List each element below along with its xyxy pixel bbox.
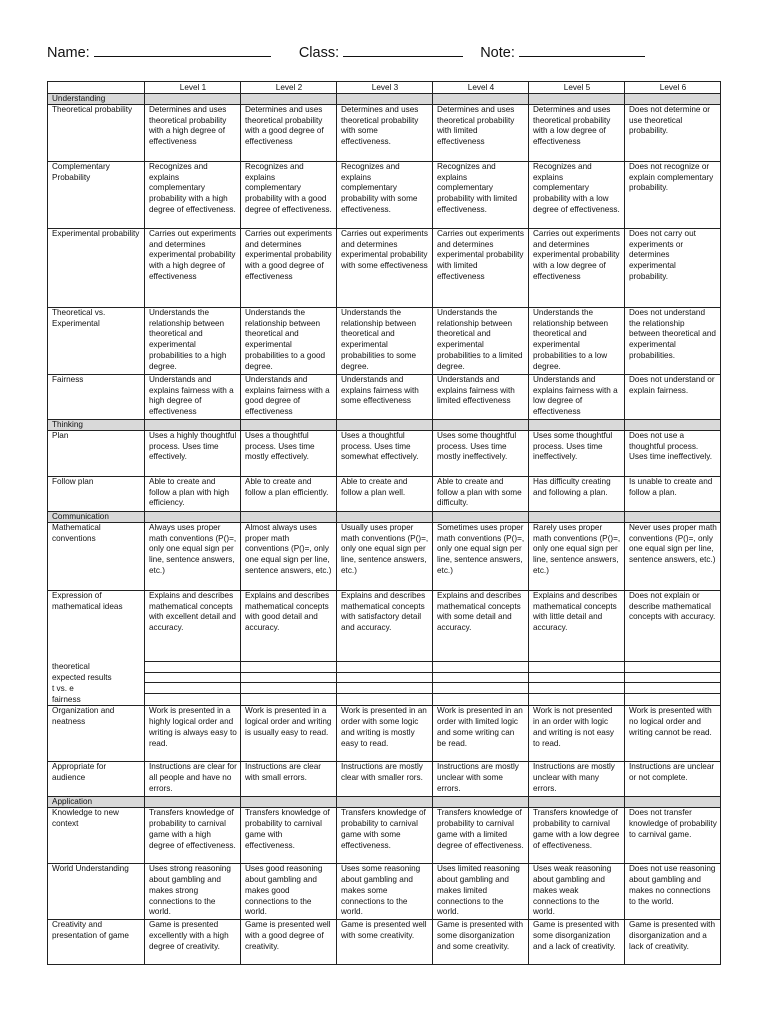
descriptor-cell: Able to create and follow a plan with high efficiency.: [145, 477, 241, 512]
descriptor-cell: Always uses proper math conventions (P()=, only one equal sign per line, sentence answers, etc.): [145, 523, 241, 591]
level-header: Level 5: [529, 82, 625, 94]
descriptor-cell: Uses some thoughtful process. Uses time mostly ineffectively.: [433, 431, 529, 477]
descriptor-cell: Almost always uses proper math conventions (P()=, only one equal sign per line, sentence answers, etc.): [241, 523, 337, 591]
descriptor-cell: Recognizes and explains complementary probability with a good degree of effectiveness.: [241, 162, 337, 229]
criterion-label: Mathematical conventions: [48, 523, 145, 591]
table-row: [48, 431, 721, 477]
table-row: [48, 920, 721, 965]
criterion-label: Complementary Probability: [48, 162, 145, 229]
criterion-label: [48, 591, 145, 706]
descriptor-cell: Game is presented excellently with a high degree of creativity.: [145, 920, 241, 965]
descriptor-cell: Does not use reasoning about gambling and makes no connections to the world.: [625, 864, 721, 920]
level-header: Level 4: [433, 82, 529, 94]
descriptor-cell: Work is presented in an order with some logic and writing is mostly easy to read.: [337, 706, 433, 762]
descriptor-cell: Instructions are mostly clear with smaller rors.: [337, 762, 433, 797]
descriptor-cell: Uses some thoughtful process. Uses time ineffectively.: [529, 431, 625, 477]
table-row: [48, 375, 721, 420]
table-row: [48, 105, 721, 162]
criterion-label: Appropriate for audience: [48, 762, 145, 797]
section-row-application: [48, 797, 721, 808]
descriptor-cell: Never uses proper math conventions (P()=, only one equal sign per line, sentence answers, etc.): [625, 523, 721, 591]
section-row-understanding: [48, 94, 721, 105]
descriptor-cell: Does not carry out experiments or determines experimental probability.: [625, 229, 721, 308]
table-row: [48, 308, 721, 375]
descriptor-cell: Understands the relationship between theoretical and experimental probabilities to a limited degree.: [433, 308, 529, 375]
descriptor-cell: Determines and uses theoretical probability with limited effectiveness: [433, 105, 529, 162]
descriptor-cell: Recognizes and explains complementary probability with some effectiveness.: [337, 162, 433, 229]
table-row: [48, 864, 721, 920]
descriptor-cell: Explains and describes mathematical concepts with some detail and accuracy.: [433, 591, 529, 662]
descriptor-cell: Understands the relationship between theoretical and experimental probabilities to a low degree.: [529, 308, 625, 375]
descriptor-cell: Carries out experiments and determines experimental probability with limited effectiveness: [433, 229, 529, 308]
descriptor-cell: Work is presented in an order with limited logic and some writing can be read.: [433, 706, 529, 762]
descriptor-cell: Rarely uses proper math conventions (P()=, only one equal sign per line, sentence answers, etc.): [529, 523, 625, 591]
descriptor-cell: Game is presented with some disorganization and a lack of creativity.: [529, 920, 625, 965]
descriptor-cell: Work is presented in a logical order and writing is usually easy to read.: [241, 706, 337, 762]
blank-row-label: expected results: [52, 672, 112, 682]
descriptor-cell: Able to create and follow a plan with some difficulty.: [433, 477, 529, 512]
criterion-label: Theoretical vs. Experimental: [48, 308, 145, 375]
criterion-label: Theoretical probability: [48, 105, 145, 162]
descriptor-cell: Understands and explains fairness with a high degree of effectiveness: [145, 375, 241, 420]
blank-row: [48, 661, 721, 672]
descriptor-cell: Carries out experiments and determines experimental probability with some effectiveness: [337, 229, 433, 308]
descriptor-cell: Does not understand the relationship between theoretical and experimental probabilities.: [625, 308, 721, 375]
criterion-label: Expression of mathematical ideas: [52, 591, 123, 611]
descriptor-cell: Transfers knowledge of probability to carnival game with a limited degree of effectiveness.: [433, 808, 529, 864]
descriptor-cell: Has difficulty creating and following a plan.: [529, 477, 625, 512]
descriptor-cell: Does not determine or use theoretical probability.: [625, 105, 721, 162]
criterion-label: Experimental probability: [48, 229, 145, 308]
section-label: Application: [48, 797, 145, 808]
criterion-label: Knowledge to new context: [48, 808, 145, 864]
blank-row: [48, 683, 721, 694]
descriptor-cell: Game is presented with some disorganization and some creativity.: [433, 920, 529, 965]
descriptor-cell: Uses a highly thoughtful process. Uses time effectively.: [145, 431, 241, 477]
descriptor-cell: Recognizes and explains complementary probability with limited effectiveness.: [433, 162, 529, 229]
descriptor-cell: Sometimes uses proper math conventions (P()=, only one equal sign per line, sentence answers, etc.): [433, 523, 529, 591]
descriptor-cell: Transfers knowledge of probability to carnival game with some effectiveness.: [337, 808, 433, 864]
table-row: [48, 523, 721, 591]
note-field[interactable]: [519, 42, 645, 57]
descriptor-cell: Does not understand or explain fairness.: [625, 375, 721, 420]
blank-row: [48, 672, 721, 683]
descriptor-cell: Understands and explains fairness with some effectiveness: [337, 375, 433, 420]
note-label: Note:: [480, 45, 515, 61]
section-label: Thinking: [48, 420, 145, 431]
table-row: [48, 162, 721, 229]
descriptor-cell: Explains and describes mathematical concepts with excellent detail and accuracy.: [145, 591, 241, 662]
criterion-label: Organization and neatness: [48, 706, 145, 762]
section-label: Communication: [48, 512, 145, 523]
descriptor-cell: Uses good reasoning about gambling and makes good connections to the world.: [241, 864, 337, 920]
descriptor-cell: Determines and uses theoretical probability with a low degree of effectiveness: [529, 105, 625, 162]
name-field[interactable]: [94, 42, 271, 57]
name-label: Name:: [47, 45, 90, 61]
descriptor-cell: Determines and uses theoretical probability with a good degree of effectiveness: [241, 105, 337, 162]
descriptor-cell: Transfers knowledge of probability to carnival game with a high degree of effectiveness.: [145, 808, 241, 864]
blank-row-label: fairness: [52, 694, 81, 704]
section-label: Understanding: [48, 94, 145, 105]
descriptor-cell: Does not use a thoughtful process. Uses time ineffectively.: [625, 431, 721, 477]
descriptor-cell: Recognizes and explains complementary probability with a low degree of effectiveness.: [529, 162, 625, 229]
rubric-table: [47, 81, 721, 965]
descriptor-cell: Understands and explains fairness with a low degree of effectiveness: [529, 375, 625, 420]
table-row: [48, 808, 721, 864]
descriptor-cell: Explains and describes mathematical concepts with little detail and accuracy.: [529, 591, 625, 662]
descriptor-cell: Transfers knowledge of probability to carnival game with a low degree of effectiveness.: [529, 808, 625, 864]
section-row-thinking: [48, 420, 721, 431]
descriptor-cell: Able to create and follow a plan efficiently.: [241, 477, 337, 512]
criterion-label: Follow plan: [48, 477, 145, 512]
descriptor-cell: Transfers knowledge of probability to carnival game with effectiveness.: [241, 808, 337, 864]
section-row-communication: [48, 512, 721, 523]
descriptor-cell: Instructions are mostly unclear with some errors.: [433, 762, 529, 797]
descriptor-cell: Explains and describes mathematical concepts with satisfactory detail and accuracy.: [337, 591, 433, 662]
descriptor-cell: Uses weak reasoning about gambling and makes weak connections to the world.: [529, 864, 625, 920]
level-header: Level 6: [625, 82, 721, 94]
descriptor-cell: Game is presented well with a good degree of creativity.: [241, 920, 337, 965]
descriptor-cell: Does not explain or describe mathematical concepts with accuracy.: [625, 591, 721, 662]
descriptor-cell: Understands the relationship between theoretical and experimental probabilities to a high degree.: [145, 308, 241, 375]
descriptor-cell: Does not transfer knowledge of probability to carnival game.: [625, 808, 721, 864]
descriptor-cell: Work is not presented in an order with logic and writing is not easy to read.: [529, 706, 625, 762]
criterion-label: World Understanding: [48, 864, 145, 920]
descriptor-cell: Uses strong reasoning about gambling and makes strong connections to the world.: [145, 864, 241, 920]
descriptor-cell: Understands the relationship between theoretical and experimental probabilities to some degree.: [337, 308, 433, 375]
table-row: [48, 762, 721, 797]
descriptor-cell: Usually uses proper math conventions (P()=, only one equal sign per line, sentence answers, etc.): [337, 523, 433, 591]
criterion-label: Plan: [48, 431, 145, 477]
descriptor-cell: Uses some reasoning about gambling and makes some connections to the world.: [337, 864, 433, 920]
level-header-row: [48, 82, 721, 94]
level-header: Level 1: [145, 82, 241, 94]
descriptor-cell: Carries out experiments and determines experimental probability with a good degree of effectiveness: [241, 229, 337, 308]
class-field[interactable]: [343, 42, 463, 57]
table-row: [48, 591, 721, 662]
table-row: [48, 229, 721, 308]
descriptor-cell: Recognizes and explains complementary probability with a high degree of effectiveness.: [145, 162, 241, 229]
descriptor-cell: Uses a thoughtful process. Uses time somewhat effectively.: [337, 431, 433, 477]
descriptor-cell: Work is presented in a highly logical order and writing is always easy to read.: [145, 706, 241, 762]
student-info-header: [47, 42, 727, 64]
descriptor-cell: Understands the relationship between theoretical and experimental probabilities to a good degree.: [241, 308, 337, 375]
descriptor-cell: Uses a thoughtful process. Uses time mostly effectively.: [241, 431, 337, 477]
descriptor-cell: Understands and explains fairness with a good degree of effectiveness: [241, 375, 337, 420]
descriptor-cell: Determines and uses theoretical probability with a high degree of effectiveness: [145, 105, 241, 162]
descriptor-cell: Explains and describes mathematical concepts with good detail and accuracy.: [241, 591, 337, 662]
level-header: Level 3: [337, 82, 433, 94]
descriptor-cell: Game is presented well with some creativity.: [337, 920, 433, 965]
descriptor-cell: Work is presented with no logical order and writing cannot be read.: [625, 706, 721, 762]
blank-row: [48, 693, 721, 706]
descriptor-cell: Able to create and follow a plan well.: [337, 477, 433, 512]
table-row: [48, 706, 721, 762]
corner-cell: [48, 82, 145, 94]
criterion-label: Creativity and presentation of game: [48, 920, 145, 965]
descriptor-cell: Instructions are clear with small errors.: [241, 762, 337, 797]
descriptor-cell: Understands and explains fairness with limited effectiveness: [433, 375, 529, 420]
descriptor-cell: Game is presented with disorganization and a lack of creativity.: [625, 920, 721, 965]
class-label: Class:: [298, 45, 340, 61]
descriptor-cell: Instructions are unclear or not complete.: [625, 762, 721, 797]
descriptor-cell: Carries out experiments and determines experimental probability with a low degree of effectiveness: [529, 229, 625, 308]
descriptor-cell: Instructions are clear for all people and have no errors.: [145, 762, 241, 797]
descriptor-cell: Determines and uses theoretical probability with some effectiveness.: [337, 105, 433, 162]
criterion-label: Fairness: [48, 375, 145, 420]
descriptor-cell: Does not recognize or explain complementary probability.: [625, 162, 721, 229]
descriptor-cell: Instructions are mostly unclear with many errors.: [529, 762, 625, 797]
blank-row-label: t vs. e: [52, 683, 74, 693]
table-row: [48, 477, 721, 512]
blank-row-label: theoretical: [52, 661, 90, 671]
descriptor-cell: Is unable to create and follow a plan.: [625, 477, 721, 512]
descriptor-cell: Uses limited reasoning about gambling and makes limited connections to the world.: [433, 864, 529, 920]
level-header: Level 2: [241, 82, 337, 94]
descriptor-cell: Carries out experiments and determines experimental probability with a high degree of effectiveness: [145, 229, 241, 308]
